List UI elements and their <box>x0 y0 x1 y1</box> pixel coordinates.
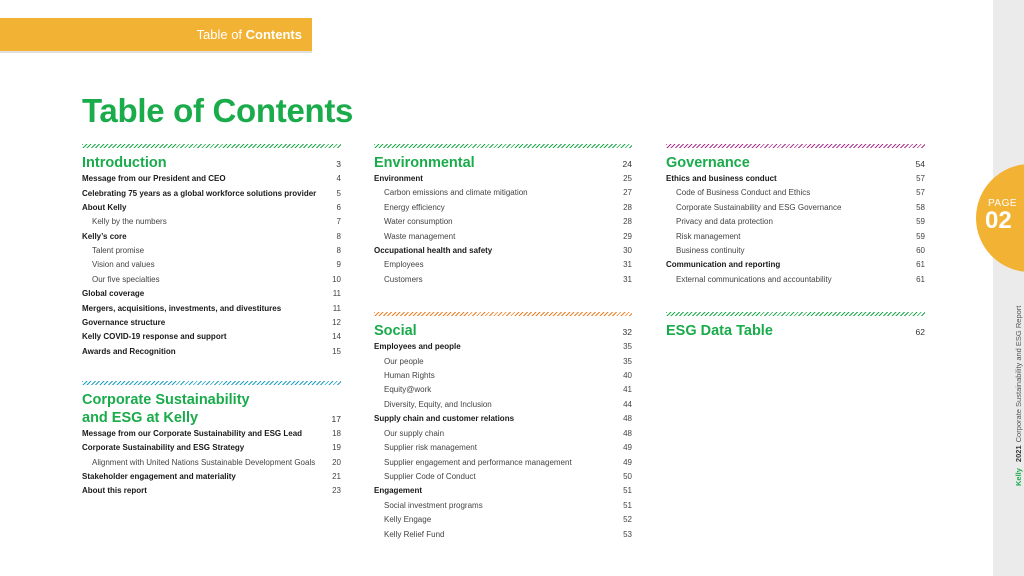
toc-entry-page: 57 <box>916 174 925 183</box>
side-strip <box>993 0 1024 576</box>
toc-entry-label: Supplier engagement and performance management <box>384 457 572 467</box>
toc-entry-page: 48 <box>623 428 632 438</box>
toc-entry-page: 49 <box>623 443 632 453</box>
divider-hatch <box>666 144 925 148</box>
entry-list <box>666 172 925 287</box>
toc-entry-page: 31 <box>623 260 632 270</box>
toc-entry-label: About this report <box>82 486 147 496</box>
toc-entry[interactable] <box>666 230 925 244</box>
toc-entry-page: 57 <box>916 188 925 198</box>
section-title-introduction[interactable]: Introduction <box>82 155 167 171</box>
toc-entry-label: External communications and accountability <box>676 274 832 284</box>
section-governance <box>666 144 925 287</box>
toc-entry[interactable] <box>374 456 632 470</box>
toc-entry-label: Waste management <box>384 231 456 241</box>
title-line-1: Corporate Sustainability <box>82 392 250 409</box>
page-title: Table of Contents <box>82 92 354 129</box>
toc-entry-page: 58 <box>916 202 925 212</box>
toc-entry[interactable] <box>666 186 925 200</box>
toc-entry-label: Diversity, Equity, and Inclusion <box>384 399 492 409</box>
toc-entry-page: 59 <box>916 217 925 227</box>
toc-entry-label: Water consumption <box>384 217 453 227</box>
toc-entry[interactable] <box>374 484 632 498</box>
toc-entry-page: 8 <box>336 231 341 241</box>
toc-entry-page: 51 <box>623 500 632 510</box>
toc-column-1 <box>82 144 341 499</box>
toc-entry-label: Carbon emissions and climate mitigation <box>384 188 528 198</box>
entry-list <box>374 172 632 287</box>
brand-name: Kelly <box>1014 468 1023 486</box>
toc-entry-page: 19 <box>332 443 341 453</box>
banner-bold: Contents <box>245 27 302 42</box>
toc-entry[interactable] <box>82 427 341 441</box>
section-header[interactable] <box>82 391 341 427</box>
toc-entry[interactable] <box>82 215 341 229</box>
toc-entry-label: Talent promise <box>92 245 145 255</box>
toc-entry-page: 35 <box>623 356 632 366</box>
toc-entry-label: Kelly’s core <box>82 231 127 241</box>
toc-entry[interactable] <box>374 215 632 229</box>
toc-entry-label: Employees and people <box>374 342 461 352</box>
toc-entry-label: Ethics and business conduct <box>666 174 777 183</box>
toc-entry-page: 4 <box>336 174 341 183</box>
toc-entry[interactable] <box>82 172 341 186</box>
section-header[interactable] <box>82 154 341 172</box>
toc-entry-label: Code of Business Conduct and Ethics <box>676 188 811 198</box>
toc-entry-page: 5 <box>336 188 341 198</box>
section-title-esg-data-table[interactable]: ESG Data Table <box>666 323 773 340</box>
toc-entry-page: 23 <box>332 486 341 496</box>
toc-entry[interactable] <box>82 302 341 316</box>
toc-entry[interactable] <box>82 345 341 359</box>
toc-entry-label: Kelly COVID-19 response and support <box>82 332 227 342</box>
toc-entry-page: 28 <box>623 217 632 227</box>
entry-list <box>82 172 341 359</box>
toc-entry-label: Kelly Engage <box>384 515 432 525</box>
toc-entry-page: 44 <box>623 399 632 409</box>
toc-entry-label: Kelly Relief Fund <box>384 529 445 539</box>
toc-entry[interactable] <box>82 201 341 215</box>
toc-entry[interactable] <box>82 230 341 244</box>
toc-entry[interactable] <box>82 470 341 484</box>
report-name: Corporate Sustainability and ESG Report <box>1014 305 1023 443</box>
toc-entry-label: Vision and values <box>92 260 155 270</box>
toc-entry-label: Message from our President and CEO <box>82 174 226 183</box>
toc-entry-page: 30 <box>623 246 632 256</box>
toc-entry[interactable] <box>666 215 925 229</box>
entry-list <box>82 427 341 499</box>
toc-entry[interactable] <box>374 412 632 426</box>
toc-entry[interactable] <box>666 201 925 215</box>
section-page-number: 17 <box>331 414 341 425</box>
toc-entry-page: 25 <box>623 174 632 183</box>
divider-hatch <box>374 144 632 148</box>
toc-entry-label: Energy efficiency <box>384 202 445 212</box>
toc-entry-label: Risk management <box>676 231 741 241</box>
toc-entry-label: Our people <box>384 356 424 366</box>
section-page-number: 62 <box>915 327 925 338</box>
section-header[interactable] <box>374 322 632 340</box>
section-header[interactable] <box>374 154 632 172</box>
toc-entry-label: Environment <box>374 174 423 183</box>
toc-entry-label: Employees <box>384 260 424 270</box>
toc-entry-label: About Kelly <box>82 202 127 212</box>
section-esg-data-table <box>666 312 925 340</box>
toc-entry-label: Equity@work <box>384 385 432 395</box>
toc-entry-page: 27 <box>623 188 632 198</box>
section-corporate <box>82 381 341 499</box>
toc-entry-page: 6 <box>336 202 341 212</box>
toc-entry-page: 21 <box>332 472 341 481</box>
toc-entry[interactable] <box>374 369 632 383</box>
page-word: PAGE <box>988 198 1018 209</box>
toc-entry-page: 20 <box>332 458 341 468</box>
toc-entry-page: 29 <box>623 231 632 241</box>
toc-entry-label: Mergers, acquisitions, investments, and divestitures <box>82 303 282 313</box>
toc-entry[interactable] <box>374 513 632 527</box>
toc-entry[interactable] <box>82 316 341 330</box>
toc-entry-page: 60 <box>916 246 925 256</box>
toc-entry[interactable] <box>82 330 341 344</box>
toc-entry-label: Our supply chain <box>384 428 445 438</box>
toc-entry-page: 9 <box>336 260 341 270</box>
toc-entry-label: Corporate Sustainability and ESG Governance <box>676 202 842 212</box>
toc-entry-page: 52 <box>623 515 632 525</box>
section-header[interactable] <box>666 322 925 340</box>
toc-entry[interactable] <box>374 441 632 455</box>
toc-entry[interactable] <box>374 355 632 369</box>
toc-entry-label: Governance structure <box>82 317 166 327</box>
toc-entry-label: Corporate Sustainability and ESG Strategy <box>82 443 245 453</box>
entry-list <box>374 340 632 542</box>
toc-entry[interactable] <box>374 172 632 186</box>
toc-entry-label: Occupational health and safety <box>374 246 493 256</box>
toc-entry-label: Supplier risk management <box>384 443 477 453</box>
toc-entry-label: Supplier Code of Conduct <box>384 471 476 481</box>
toc-entry[interactable] <box>82 273 341 287</box>
toc-entry[interactable] <box>82 287 341 301</box>
toc-entry-page: 10 <box>332 274 341 284</box>
toc-entry-label: Social investment programs <box>384 500 483 510</box>
toc-entry[interactable] <box>374 273 632 287</box>
toc-entry-page: 61 <box>916 274 925 284</box>
section-title-corporate[interactable] <box>82 391 250 427</box>
toc-entry-label: Customers <box>384 274 423 284</box>
toc-entry[interactable] <box>82 441 341 455</box>
toc-entry-page: 11 <box>332 303 341 313</box>
toc-column-2 <box>374 144 632 542</box>
toc-entry-page: 12 <box>332 317 341 327</box>
toc-entry-page: 40 <box>623 371 632 381</box>
toc-entry[interactable] <box>374 340 632 354</box>
divider-hatch <box>82 381 341 385</box>
section-header[interactable] <box>666 154 925 172</box>
section-social <box>374 312 632 542</box>
toc-entry[interactable] <box>82 456 341 470</box>
toc-entry[interactable] <box>374 244 632 258</box>
toc-entry-page: 35 <box>623 342 632 352</box>
divider-hatch <box>666 312 925 316</box>
toc-entry-page: 18 <box>332 429 341 439</box>
toc-entry-page: 49 <box>623 457 632 467</box>
toc-entry-page: 11 <box>332 289 341 299</box>
toc-entry[interactable] <box>82 484 341 498</box>
toc-entry-label: Engagement <box>374 486 423 496</box>
toc-entry-page: 14 <box>332 332 341 342</box>
toc-entry-page: 41 <box>623 385 632 395</box>
toc-column-3 <box>666 144 925 340</box>
toc-entry[interactable] <box>82 244 341 258</box>
section-introduction <box>82 144 341 359</box>
toc-entry-page: 8 <box>336 245 341 255</box>
toc-entry[interactable] <box>374 186 632 200</box>
section-environmental <box>374 144 632 287</box>
toc-entry[interactable] <box>374 201 632 215</box>
toc-entry-label: Stakeholder engagement and materiality <box>82 472 236 481</box>
section-title-social[interactable]: Social <box>374 323 417 340</box>
section-page-number: 32 <box>622 327 632 338</box>
toc-entry-label: Message from our Corporate Sustainability and ESG Lead <box>82 429 303 439</box>
toc-entry-page: 15 <box>332 346 341 356</box>
report-side-label <box>1014 306 1023 486</box>
toc-entry-label: Communication and reporting <box>666 260 781 270</box>
toc-entry[interactable] <box>666 258 925 272</box>
toc-entry-page: 28 <box>623 202 632 212</box>
divider-hatch <box>374 312 632 316</box>
section-title-governance[interactable]: Governance <box>666 155 750 171</box>
toc-entry-page: 7 <box>336 217 341 227</box>
toc-entry[interactable] <box>374 470 632 484</box>
toc-entry[interactable] <box>374 230 632 244</box>
toc-entry[interactable] <box>666 172 925 186</box>
toc-entry-page: 31 <box>623 274 632 284</box>
toc-entry[interactable] <box>374 528 632 542</box>
toc-entry[interactable] <box>374 499 632 513</box>
section-title-environmental[interactable]: Environmental <box>374 155 475 171</box>
page-number: 02 <box>985 207 1012 234</box>
toc-entry-page: 61 <box>916 260 925 270</box>
section-page-number: 3 <box>336 159 341 169</box>
toc-entry-label: Awards and Recognition <box>82 346 176 356</box>
toc-entry[interactable] <box>374 258 632 272</box>
toc-entry[interactable] <box>666 244 925 258</box>
toc-entry-label: Our five specialties <box>92 274 160 284</box>
toc-entry[interactable] <box>82 258 341 272</box>
toc-entry-label: Human Rights <box>384 371 435 381</box>
banner-prefix: Table of <box>196 27 246 42</box>
divider-hatch <box>82 144 341 148</box>
toc-entry-label: Supply chain and customer relations <box>374 414 515 424</box>
toc-entry[interactable] <box>82 186 341 200</box>
toc-entry-label: Business continuity <box>676 246 745 256</box>
toc-entry-page: 51 <box>623 486 632 496</box>
section-page-number: 54 <box>915 159 925 169</box>
title-line-2: and ESG at Kelly <box>82 410 199 427</box>
toc-entry-page: 53 <box>623 529 632 539</box>
toc-entry-label: Kelly by the numbers <box>92 217 167 227</box>
toc-entry[interactable] <box>374 398 632 412</box>
toc-entry-label: Alignment with United Nations Sustainable Development Goals <box>92 458 316 468</box>
toc-entry-label: Celebrating 75 years as a global workforce solutions provider <box>82 188 317 198</box>
toc-entry[interactable] <box>374 383 632 397</box>
toc-entry-page: 48 <box>623 414 632 424</box>
toc-entry-label: Privacy and data protection <box>676 217 773 227</box>
section-tab-banner <box>0 18 312 51</box>
toc-entry-page: 50 <box>623 471 632 481</box>
section-page-number: 24 <box>622 159 632 169</box>
toc-entry-label: Global coverage <box>82 289 145 299</box>
report-year: 2021 <box>1014 445 1023 463</box>
toc-entry[interactable] <box>666 273 925 287</box>
toc-entry[interactable] <box>374 427 632 441</box>
toc-entry-page: 59 <box>916 231 925 241</box>
